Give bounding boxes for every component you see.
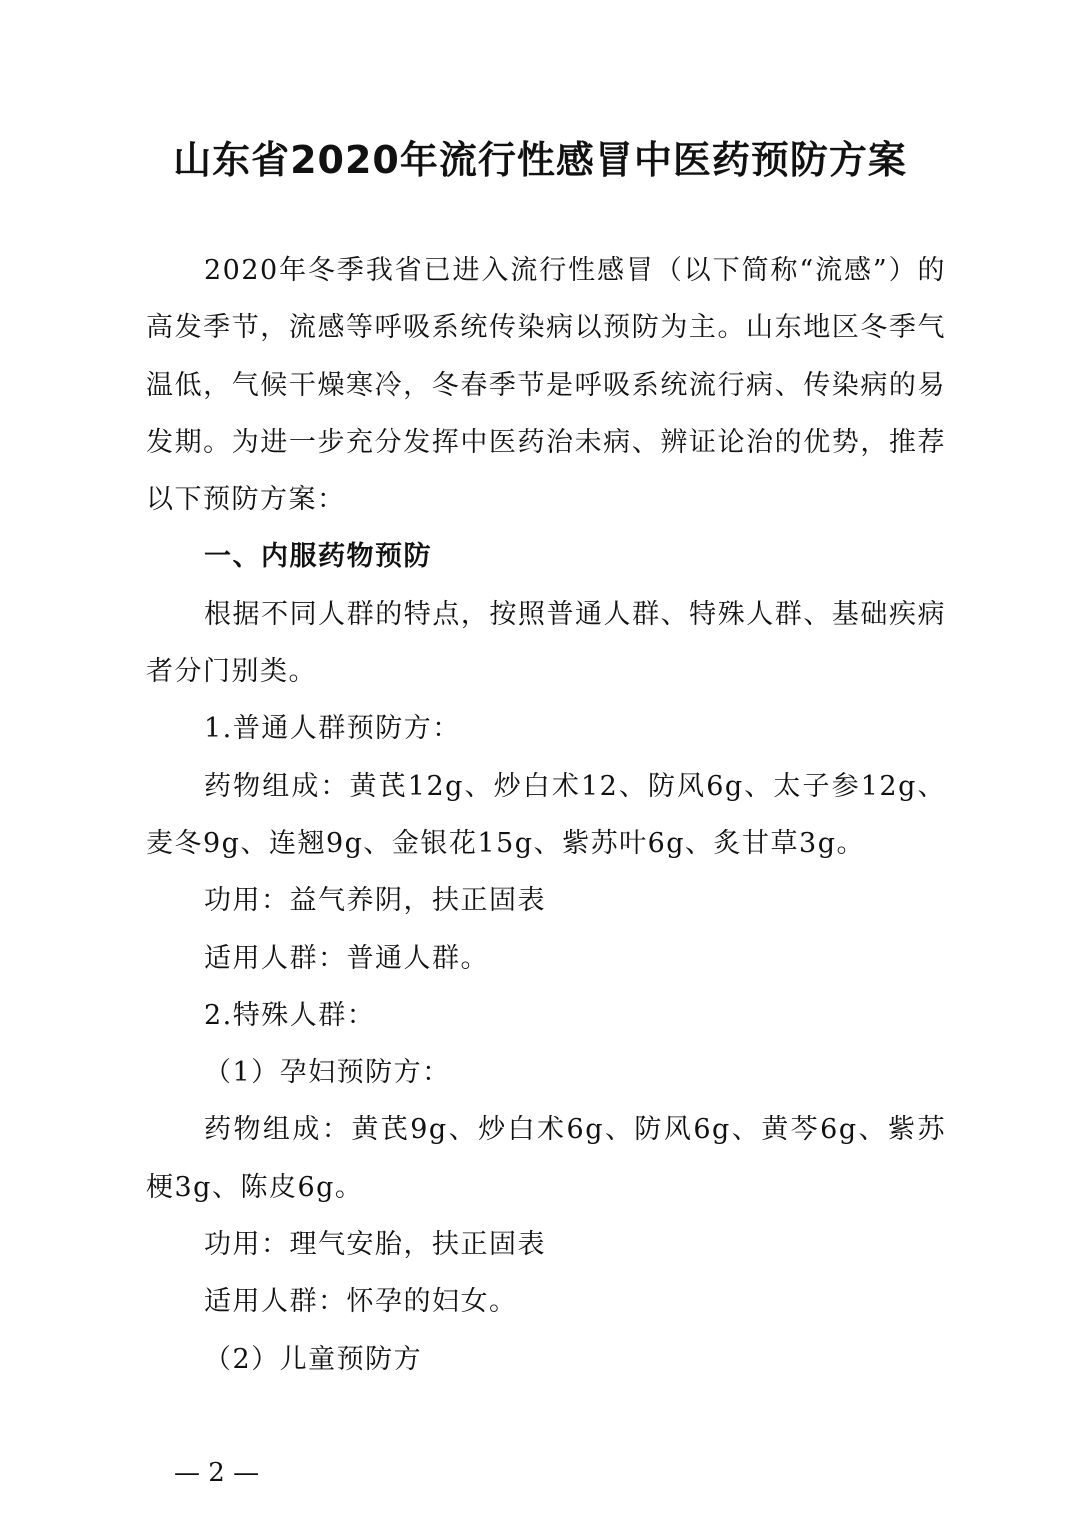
pregnancy-prescription-function: 功用：理气安胎，扶正固表: [204, 1229, 546, 1261]
classification-paragraph: 根据不同人群的特点，按照普通人群、特殊人群、基础疾病者分门别类。: [146, 598, 946, 688]
section-heading-oral-prevention: 一、内服药物预防: [204, 541, 432, 573]
subheading-children: （2）儿童预防方: [204, 1343, 423, 1375]
document-body: [146, 242, 946, 1388]
general-prescription-target: 适用人群：普通人群。: [204, 942, 489, 974]
general-prescription-ingredients: 药物组成：黄芪12g、炒白术12、防风6g、太子参12g、麦冬9g、连翘9g、金银花15g、紫苏叶6g、炙甘草3g。: [146, 770, 946, 859]
document-title: 山东省2020年流行性感冒中医药预防方案: [173, 138, 907, 182]
page-number: — 2 —: [174, 1458, 260, 1488]
intro-paragraph: 2020年冬季我省已进入流行性感冒（以下简称“流感”）的高发季节，流感等呼吸系统传染病以预防为主。山东地区冬季气温低，气候干燥寒冷，冬春季节是呼吸系统流行病、传染病的易发期。为进一步充分发挥中医药治未病、辨证论治的优势，推荐以下预防方案：: [146, 255, 946, 516]
subheading-general-population: 1.普通人群预防方：: [204, 713, 461, 745]
pregnancy-prescription-ingredients: 药物组成：黄芪9g、炒白术6g、防风6g、黄芩6g、紫苏梗3g、陈皮6g。: [146, 1114, 946, 1203]
pregnancy-prescription-target: 适用人群：怀孕的妇女。: [204, 1286, 518, 1318]
general-prescription-function: 功用：益气养阴，扶正固表: [204, 885, 546, 917]
subheading-pregnant-women: （1）孕妇预防方：: [204, 1057, 451, 1089]
subheading-special-population: 2.特殊人群：: [204, 999, 376, 1031]
